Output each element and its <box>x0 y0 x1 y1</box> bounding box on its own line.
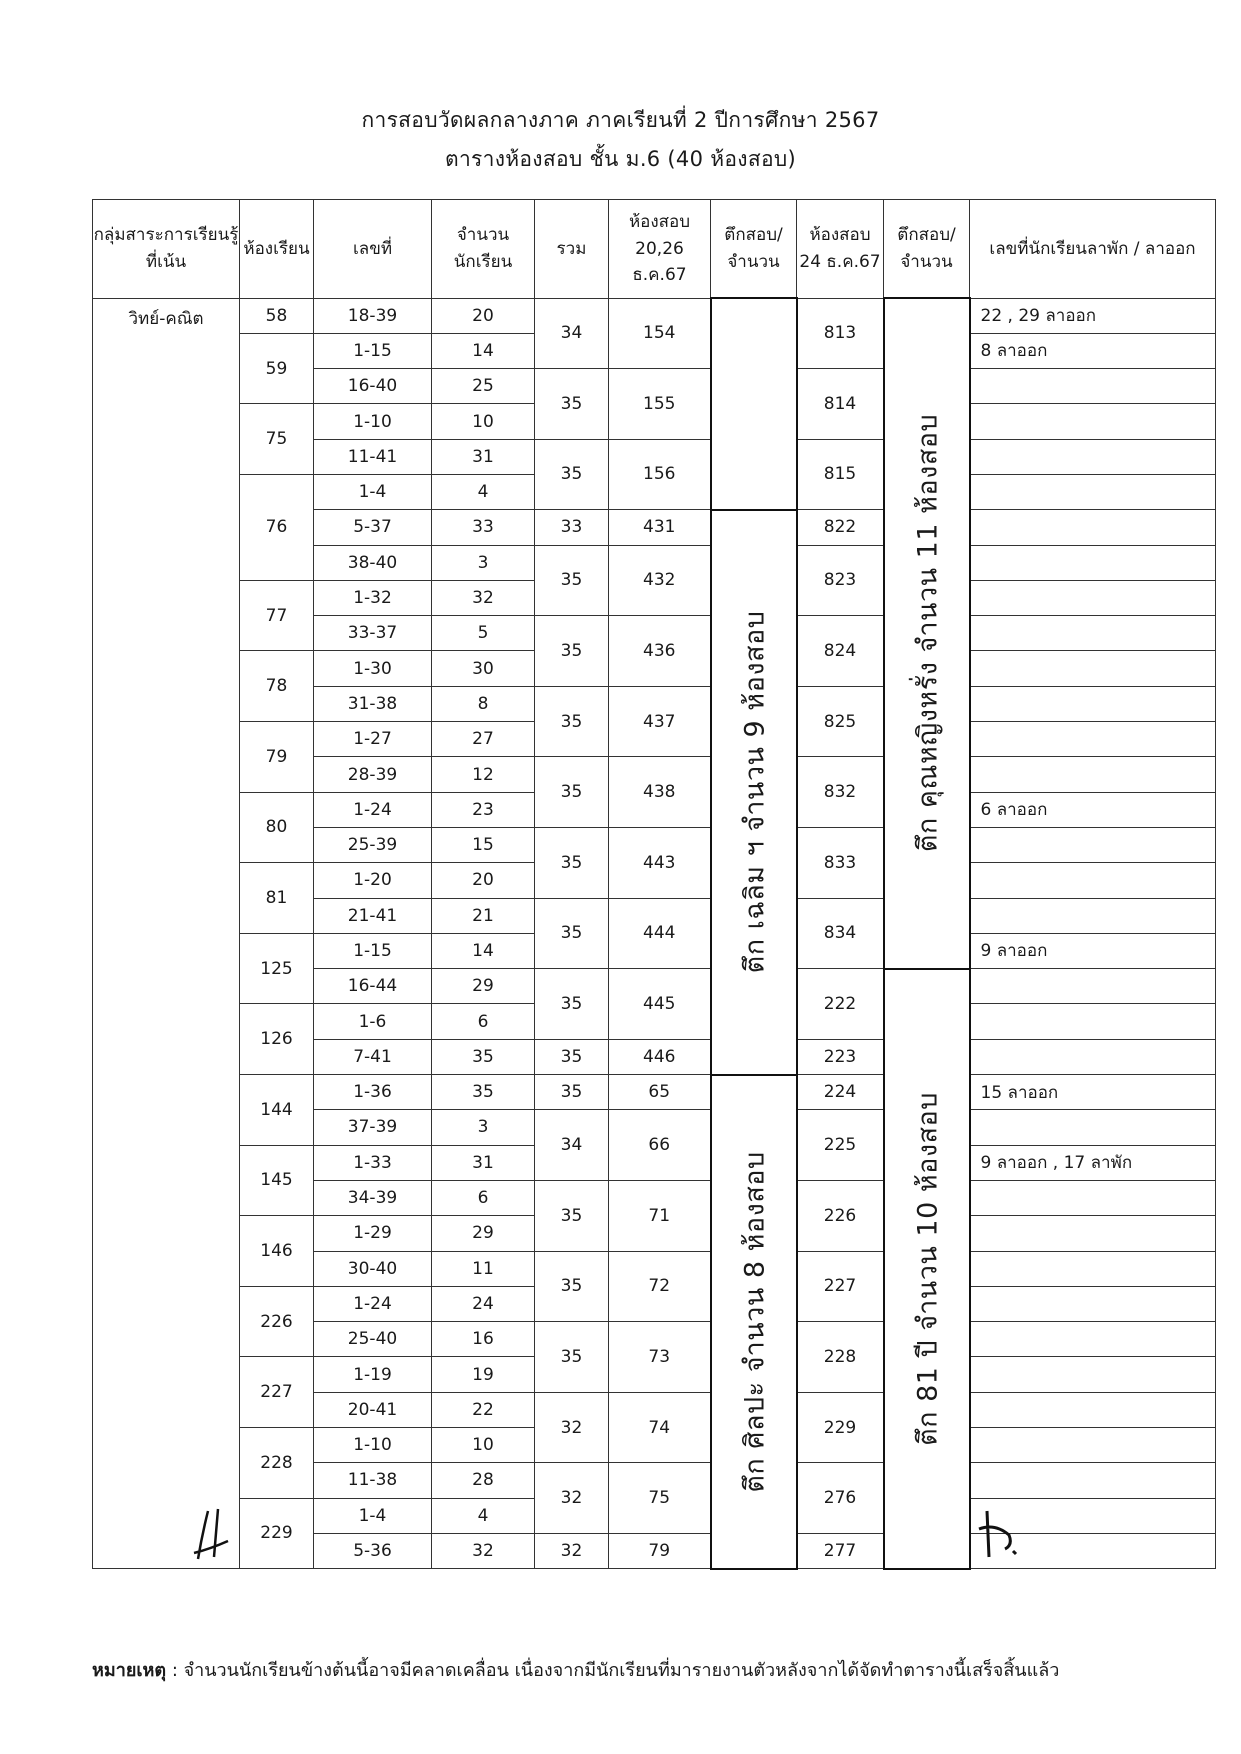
class-room-cell: 58 <box>240 298 314 333</box>
student-count-cell: 10 <box>432 1428 535 1463</box>
note-cell <box>970 1216 1216 1251</box>
exam-room1-cell: 438 <box>609 757 711 828</box>
building1-label: ตึก เฉลิม ฯ จำนวน 9 ห้องสอบ <box>739 610 770 974</box>
student-no-cell: 16-40 <box>314 369 432 404</box>
student-no-cell: 1-24 <box>314 1286 432 1321</box>
class-room-cell: 77 <box>240 580 314 651</box>
note-cell: 8 ลาออก <box>970 333 1216 368</box>
total-cell: 35 <box>535 1251 609 1322</box>
class-room-cell: 125 <box>240 933 314 1004</box>
student-no-cell: 1-19 <box>314 1357 432 1392</box>
student-count-cell: 5 <box>432 616 535 651</box>
exam-room2-cell: 277 <box>797 1533 884 1568</box>
student-no-cell: 1-24 <box>314 792 432 827</box>
student-count-cell: 3 <box>432 545 535 580</box>
table-header-row <box>93 200 1216 299</box>
exam-room1-cell: 73 <box>609 1322 711 1393</box>
note-cell: 9 ลาออก , 17 ลาพัก <box>970 1145 1216 1180</box>
student-count-cell: 6 <box>432 1004 535 1039</box>
note-cell <box>970 1428 1216 1463</box>
signature-mark-right <box>975 1505 1025 1563</box>
student-no-cell: 33-37 <box>314 616 432 651</box>
student-count-cell: 4 <box>432 1498 535 1533</box>
exam-room2-cell: 814 <box>797 369 884 440</box>
header-room2: ห้องสอบ 24 ธ.ค.67 <box>797 200 884 299</box>
student-no-cell: 31-38 <box>314 686 432 721</box>
note-cell: 9 ลาออก <box>970 933 1216 968</box>
exam-room2-cell: 822 <box>797 510 884 545</box>
subject-cell: วิทย์-คณิต <box>93 298 240 1569</box>
note-cell <box>970 651 1216 686</box>
class-room-cell: 144 <box>240 1075 314 1146</box>
note-cell <box>970 510 1216 545</box>
student-no-cell: 1-32 <box>314 580 432 615</box>
note-cell <box>970 1251 1216 1286</box>
student-no-cell: 11-38 <box>314 1463 432 1498</box>
student-count-cell: 19 <box>432 1357 535 1392</box>
student-count-cell: 31 <box>432 1145 535 1180</box>
student-no-cell: 28-39 <box>314 757 432 792</box>
student-count-cell: 25 <box>432 369 535 404</box>
header-class-room: ห้องเรียน <box>240 200 314 299</box>
header-count: จำนวนนักเรียน <box>432 200 535 299</box>
student-no-cell: 1-30 <box>314 651 432 686</box>
student-no-cell: 34-39 <box>314 1180 432 1215</box>
exam-room1-cell: 445 <box>609 969 711 1040</box>
student-no-cell: 1-10 <box>314 404 432 439</box>
exam-room2-cell: 222 <box>797 969 884 1040</box>
total-cell: 32 <box>535 1392 609 1463</box>
student-count-cell: 35 <box>432 1075 535 1110</box>
exam-room1-cell: 154 <box>609 298 711 369</box>
student-no-cell: 1-6 <box>314 1004 432 1039</box>
note-cell <box>970 757 1216 792</box>
student-count-cell: 30 <box>432 651 535 686</box>
footer-note <box>92 1655 1059 1684</box>
exam-room1-cell: 443 <box>609 827 711 898</box>
note-cell: 15 ลาออก <box>970 1075 1216 1110</box>
student-count-cell: 6 <box>432 1180 535 1215</box>
student-count-cell: 20 <box>432 863 535 898</box>
student-count-cell: 16 <box>432 1322 535 1357</box>
header-notes: เลขที่นักเรียนลาพัก / ลาออก <box>970 200 1216 299</box>
table-row <box>93 1075 1216 1110</box>
student-no-cell: 5-36 <box>314 1533 432 1568</box>
building1-cell <box>711 1075 797 1569</box>
student-no-cell: 16-44 <box>314 969 432 1004</box>
note-cell <box>970 898 1216 933</box>
student-no-cell: 1-10 <box>314 1428 432 1463</box>
note-cell <box>970 1357 1216 1392</box>
doc-subtitle: ตารางห้องสอบ ชั้น ม.6 (40 ห้องสอบ) <box>445 147 796 171</box>
footer-text: : จำนวนนักเรียนข้างต้นนี้อาจมีคลาดเคลื่อน เนื่องจากมีนักเรียนที่มารายงานตัวหลังจากได้จัดทำตารางนี้เสร็จสิ้นแล้ว <box>166 1660 1060 1681</box>
student-count-cell: 35 <box>432 1039 535 1074</box>
note-cell <box>970 439 1216 474</box>
student-count-cell: 15 <box>432 827 535 862</box>
student-no-cell: 1-29 <box>314 1216 432 1251</box>
total-cell: 35 <box>535 1039 609 1074</box>
note-cell <box>970 545 1216 580</box>
exam-room2-cell: 834 <box>797 898 884 969</box>
building2-cell <box>884 298 970 969</box>
class-room-cell: 229 <box>240 1498 314 1569</box>
student-count-cell: 20 <box>432 298 535 333</box>
student-count-cell: 33 <box>432 510 535 545</box>
student-no-cell: 1-33 <box>314 1145 432 1180</box>
note-cell <box>970 1004 1216 1039</box>
student-no-cell: 20-41 <box>314 1392 432 1427</box>
exam-room2-cell: 228 <box>797 1322 884 1393</box>
student-no-cell: 7-41 <box>314 1039 432 1074</box>
exam-room1-cell: 71 <box>609 1180 711 1251</box>
class-room-cell: 81 <box>240 863 314 934</box>
note-cell: 6 ลาออก <box>970 792 1216 827</box>
exam-room1-cell: 74 <box>609 1392 711 1463</box>
exam-room2-cell: 226 <box>797 1180 884 1251</box>
exam-room-table <box>92 199 1216 1570</box>
header-student-no: เลขที่ <box>314 200 432 299</box>
total-cell: 35 <box>535 827 609 898</box>
student-count-cell: 24 <box>432 1286 535 1321</box>
student-count-cell: 27 <box>432 722 535 757</box>
total-cell: 35 <box>535 1322 609 1393</box>
note-cell <box>970 827 1216 862</box>
student-count-cell: 32 <box>432 580 535 615</box>
exam-room2-cell: 815 <box>797 439 884 510</box>
exam-room1-cell: 437 <box>609 686 711 757</box>
footer-label: หมายเหตุ <box>92 1660 167 1681</box>
exam-room2-cell: 224 <box>797 1075 884 1110</box>
exam-room2-cell: 813 <box>797 298 884 369</box>
note-cell <box>970 474 1216 509</box>
student-count-cell: 3 <box>432 1110 535 1145</box>
exam-room1-cell: 156 <box>609 439 711 510</box>
building1-label: ตึก ศิลปะ จำนวน 8 ห้องสอบ <box>739 1150 770 1493</box>
student-count-cell: 22 <box>432 1392 535 1427</box>
total-cell: 35 <box>535 969 609 1040</box>
header-room1: ห้องสอบ 20,26 ธ.ค.67 <box>609 200 711 299</box>
header-total: รวม <box>535 200 609 299</box>
note-cell <box>970 1392 1216 1427</box>
note-cell <box>970 580 1216 615</box>
total-cell: 35 <box>535 686 609 757</box>
student-count-cell: 23 <box>432 792 535 827</box>
student-no-cell: 25-39 <box>314 827 432 862</box>
building1-cell <box>711 510 797 1075</box>
class-room-cell: 59 <box>240 333 314 404</box>
student-no-cell: 5-37 <box>314 510 432 545</box>
exam-room1-cell: 66 <box>609 1110 711 1181</box>
doc-title: การสอบวัดผลกลางภาค ภาคเรียนที่ 2 ปีการศึกษา 2567 <box>361 108 880 132</box>
note-cell <box>970 722 1216 757</box>
class-room-cell: 76 <box>240 474 314 580</box>
student-count-cell: 11 <box>432 1251 535 1286</box>
student-count-cell: 4 <box>432 474 535 509</box>
student-no-cell: 25-40 <box>314 1322 432 1357</box>
exam-room2-cell: 229 <box>797 1392 884 1463</box>
exam-room2-cell: 832 <box>797 757 884 828</box>
student-count-cell: 31 <box>432 439 535 474</box>
student-no-cell: 11-41 <box>314 439 432 474</box>
note-cell <box>970 686 1216 721</box>
note-cell: 22 , 29 ลาออก <box>970 298 1216 333</box>
exam-room1-cell: 79 <box>609 1533 711 1568</box>
signature-mark-left <box>188 1505 236 1563</box>
note-cell <box>970 1039 1216 1074</box>
building2-label: ตึก คุณหญิงหรั่ง จำนวน 11 ห้องสอบ <box>912 414 943 853</box>
note-cell <box>970 1286 1216 1321</box>
student-count-cell: 29 <box>432 969 535 1004</box>
exam-room1-cell: 75 <box>609 1463 711 1534</box>
student-no-cell: 1-27 <box>314 722 432 757</box>
student-count-cell: 12 <box>432 757 535 792</box>
student-no-cell: 21-41 <box>314 898 432 933</box>
student-no-cell: 1-15 <box>314 333 432 368</box>
student-no-cell: 1-20 <box>314 863 432 898</box>
note-cell <box>970 616 1216 651</box>
student-no-cell: 38-40 <box>314 545 432 580</box>
class-room-cell: 78 <box>240 651 314 722</box>
exam-room2-cell: 833 <box>797 827 884 898</box>
header-building2: ตึกสอบ/จำนวน <box>884 200 970 299</box>
total-cell: 35 <box>535 439 609 510</box>
exam-room1-cell: 436 <box>609 616 711 687</box>
student-count-cell: 14 <box>432 933 535 968</box>
class-room-cell: 75 <box>240 404 314 475</box>
student-count-cell: 32 <box>432 1533 535 1568</box>
total-cell: 35 <box>535 616 609 687</box>
exam-room2-cell: 225 <box>797 1110 884 1181</box>
exam-room1-cell: 446 <box>609 1039 711 1074</box>
note-cell <box>970 1463 1216 1498</box>
exam-room2-cell: 825 <box>797 686 884 757</box>
student-no-cell: 30-40 <box>314 1251 432 1286</box>
student-no-cell: 1-15 <box>314 933 432 968</box>
exam-room1-cell: 72 <box>609 1251 711 1322</box>
class-room-cell: 145 <box>240 1145 314 1216</box>
total-cell: 34 <box>535 298 609 369</box>
note-cell <box>970 863 1216 898</box>
exam-room1-cell: 431 <box>609 510 711 545</box>
total-cell: 35 <box>535 1180 609 1251</box>
building2-label: ตึก 81 ปี จำนวน 10 ห้องสอบ <box>912 1091 943 1446</box>
exam-room1-cell: 432 <box>609 545 711 616</box>
total-cell: 35 <box>535 369 609 440</box>
student-count-cell: 8 <box>432 686 535 721</box>
note-cell <box>970 969 1216 1004</box>
exam-room1-cell: 444 <box>609 898 711 969</box>
student-no-cell: 18-39 <box>314 298 432 333</box>
building1-cell <box>711 298 797 510</box>
total-cell: 32 <box>535 1533 609 1568</box>
note-cell <box>970 1110 1216 1145</box>
note-cell <box>970 1180 1216 1215</box>
exam-room2-cell: 227 <box>797 1251 884 1322</box>
total-cell: 32 <box>535 1463 609 1534</box>
student-no-cell: 1-4 <box>314 474 432 509</box>
class-room-cell: 228 <box>240 1428 314 1499</box>
class-room-cell: 226 <box>240 1286 314 1357</box>
table-row <box>93 298 1216 333</box>
exam-room1-cell: 65 <box>609 1075 711 1110</box>
student-no-cell: 1-36 <box>314 1075 432 1110</box>
total-cell: 35 <box>535 545 609 616</box>
building2-cell <box>884 969 970 1569</box>
student-count-cell: 28 <box>432 1463 535 1498</box>
class-room-cell: 227 <box>240 1357 314 1428</box>
total-cell: 35 <box>535 757 609 828</box>
exam-room2-cell: 223 <box>797 1039 884 1074</box>
student-count-cell: 10 <box>432 404 535 439</box>
total-cell: 33 <box>535 510 609 545</box>
exam-room1-cell: 155 <box>609 369 711 440</box>
student-count-cell: 14 <box>432 333 535 368</box>
exam-room2-cell: 823 <box>797 545 884 616</box>
exam-room2-cell: 276 <box>797 1463 884 1534</box>
header-building1: ตึกสอบ/จำนวน <box>711 200 797 299</box>
note-cell <box>970 369 1216 404</box>
class-room-cell: 80 <box>240 792 314 863</box>
student-count-cell: 21 <box>432 898 535 933</box>
student-count-cell: 29 <box>432 1216 535 1251</box>
header-subject: กลุ่มสาระการเรียนรู้ที่เน้น <box>93 200 240 299</box>
total-cell: 35 <box>535 1075 609 1110</box>
class-room-cell: 126 <box>240 1004 314 1075</box>
note-cell <box>970 1322 1216 1357</box>
note-cell <box>970 404 1216 439</box>
class-room-cell: 146 <box>240 1216 314 1287</box>
exam-room2-cell: 824 <box>797 616 884 687</box>
student-no-cell: 1-4 <box>314 1498 432 1533</box>
class-room-cell: 79 <box>240 722 314 793</box>
student-no-cell: 37-39 <box>314 1110 432 1145</box>
total-cell: 35 <box>535 898 609 969</box>
total-cell: 34 <box>535 1110 609 1181</box>
